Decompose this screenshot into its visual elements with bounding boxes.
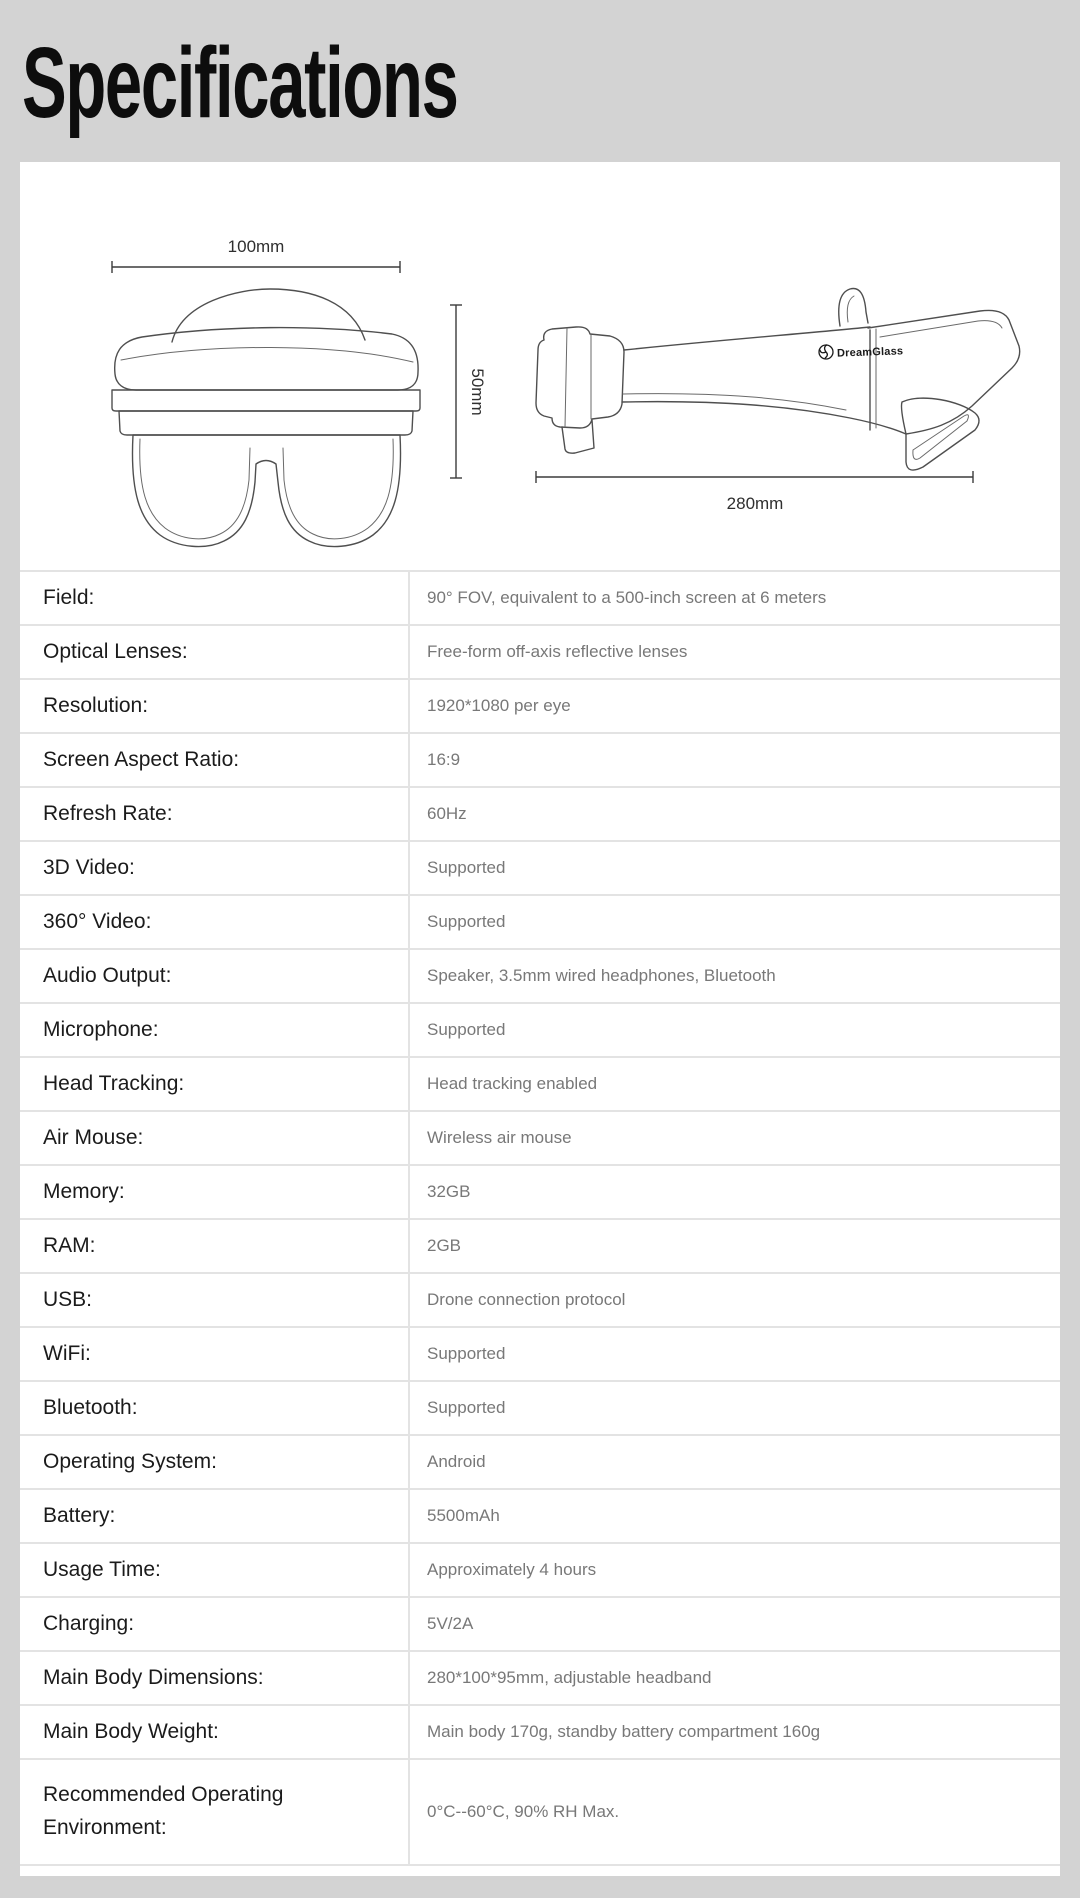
dreamglass-logo-text: DreamGlass [836, 345, 904, 360]
spec-row [20, 1328, 1060, 1382]
spec-label: 3D Video: [43, 855, 135, 879]
spec-label: WiFi: [43, 1341, 91, 1365]
spec-row [20, 1058, 1060, 1112]
spec-label: RAM: [43, 1233, 96, 1257]
spec-value: 2GB [408, 1220, 1060, 1272]
spec-label: Bluetooth: [43, 1395, 138, 1419]
height-dimension-label: 50mm [468, 368, 487, 416]
spec-label: Main Body Weight: [43, 1719, 219, 1743]
spec-label: Recommended Operating Environment: [43, 1783, 284, 1839]
spec-row [20, 572, 1060, 626]
spec-row [20, 1598, 1060, 1652]
spec-row [20, 1760, 1060, 1866]
spec-value: Approximately 4 hours [408, 1544, 1060, 1596]
spec-label: Usage Time: [43, 1557, 161, 1581]
spec-label: Main Body Dimensions: [43, 1665, 264, 1689]
dreamglass-logo [819, 342, 904, 360]
spec-value: Main body 170g, standby battery compartment 160g [408, 1706, 1060, 1758]
spec-row [20, 1652, 1060, 1706]
spec-label: 360° Video: [43, 909, 152, 933]
front-view-drawing [112, 289, 420, 547]
spec-value: Head tracking enabled [408, 1058, 1060, 1110]
spec-label: Operating System: [43, 1449, 217, 1473]
width-dimension-label: 100mm [227, 237, 285, 256]
spec-value: 32GB [408, 1166, 1060, 1218]
spec-value: 5V/2A [408, 1598, 1060, 1650]
spec-row [20, 734, 1060, 788]
spec-row [20, 1544, 1060, 1598]
width-dimension-line [112, 261, 400, 273]
dimension-diagram-svg [20, 162, 1060, 570]
length-dimension-line [536, 471, 973, 483]
spec-label: Field: [43, 585, 95, 609]
spec-row [20, 1382, 1060, 1436]
height-dimension-line [450, 305, 462, 478]
spec-row [20, 896, 1060, 950]
dreamglass-logo-icon [819, 345, 833, 359]
spec-row [20, 626, 1060, 680]
spec-row [20, 842, 1060, 896]
spec-label: Audio Output: [43, 963, 172, 987]
spec-label: Battery: [43, 1503, 116, 1527]
spec-label: Optical Lenses: [43, 639, 188, 663]
spec-row [20, 1490, 1060, 1544]
spec-value: Supported [408, 1328, 1060, 1380]
spec-value: 16:9 [408, 734, 1060, 786]
spec-value: Drone connection protocol [408, 1274, 1060, 1326]
product-dimension-diagram [20, 162, 1060, 570]
spec-value: 90° FOV, equivalent to a 500-inch screen at 6 meters [408, 572, 1060, 624]
spec-label: Refresh Rate: [43, 801, 173, 825]
spec-value: Android [408, 1436, 1060, 1488]
side-view-drawing [536, 288, 1020, 470]
spec-label: Microphone: [43, 1017, 159, 1041]
spec-value: 1920*1080 per eye [408, 680, 1060, 732]
spec-label: Air Mouse: [43, 1125, 144, 1149]
spec-value: Supported [408, 842, 1060, 894]
spec-row [20, 1274, 1060, 1328]
spec-value: 60Hz [408, 788, 1060, 840]
spec-value: Supported [408, 1382, 1060, 1434]
spec-value: Speaker, 3.5mm wired headphones, Bluetooth [408, 950, 1060, 1002]
spec-row [20, 1004, 1060, 1058]
specifications-table [20, 570, 1060, 1866]
spec-label: USB: [43, 1287, 93, 1311]
spec-row [20, 788, 1060, 842]
spec-row [20, 680, 1060, 734]
spec-row [20, 1436, 1060, 1490]
spec-value: 0°C--60°C, 90% RH Max. [408, 1760, 1060, 1864]
spec-label: Head Tracking: [43, 1071, 185, 1095]
page-title: Specifications [22, 27, 458, 139]
spec-row [20, 1220, 1060, 1274]
spec-label: Charging: [43, 1611, 135, 1635]
spec-label: Memory: [43, 1179, 125, 1203]
spec-value: Supported [408, 896, 1060, 948]
spec-row [20, 1166, 1060, 1220]
spec-value: Free-form off-axis reflective lenses [408, 626, 1060, 678]
spec-value: Supported [408, 1004, 1060, 1056]
spec-row [20, 1112, 1060, 1166]
spec-row [20, 1706, 1060, 1760]
length-dimension-label: 280mm [726, 494, 784, 513]
spec-value: Wireless air mouse [408, 1112, 1060, 1164]
spec-label: Screen Aspect Ratio: [43, 747, 240, 771]
spec-row [20, 950, 1060, 1004]
specifications-card [20, 162, 1060, 1876]
spec-label: Resolution: [43, 693, 149, 717]
spec-value: 280*100*95mm, adjustable headband [408, 1652, 1060, 1704]
spec-value: 5500mAh [408, 1490, 1060, 1542]
